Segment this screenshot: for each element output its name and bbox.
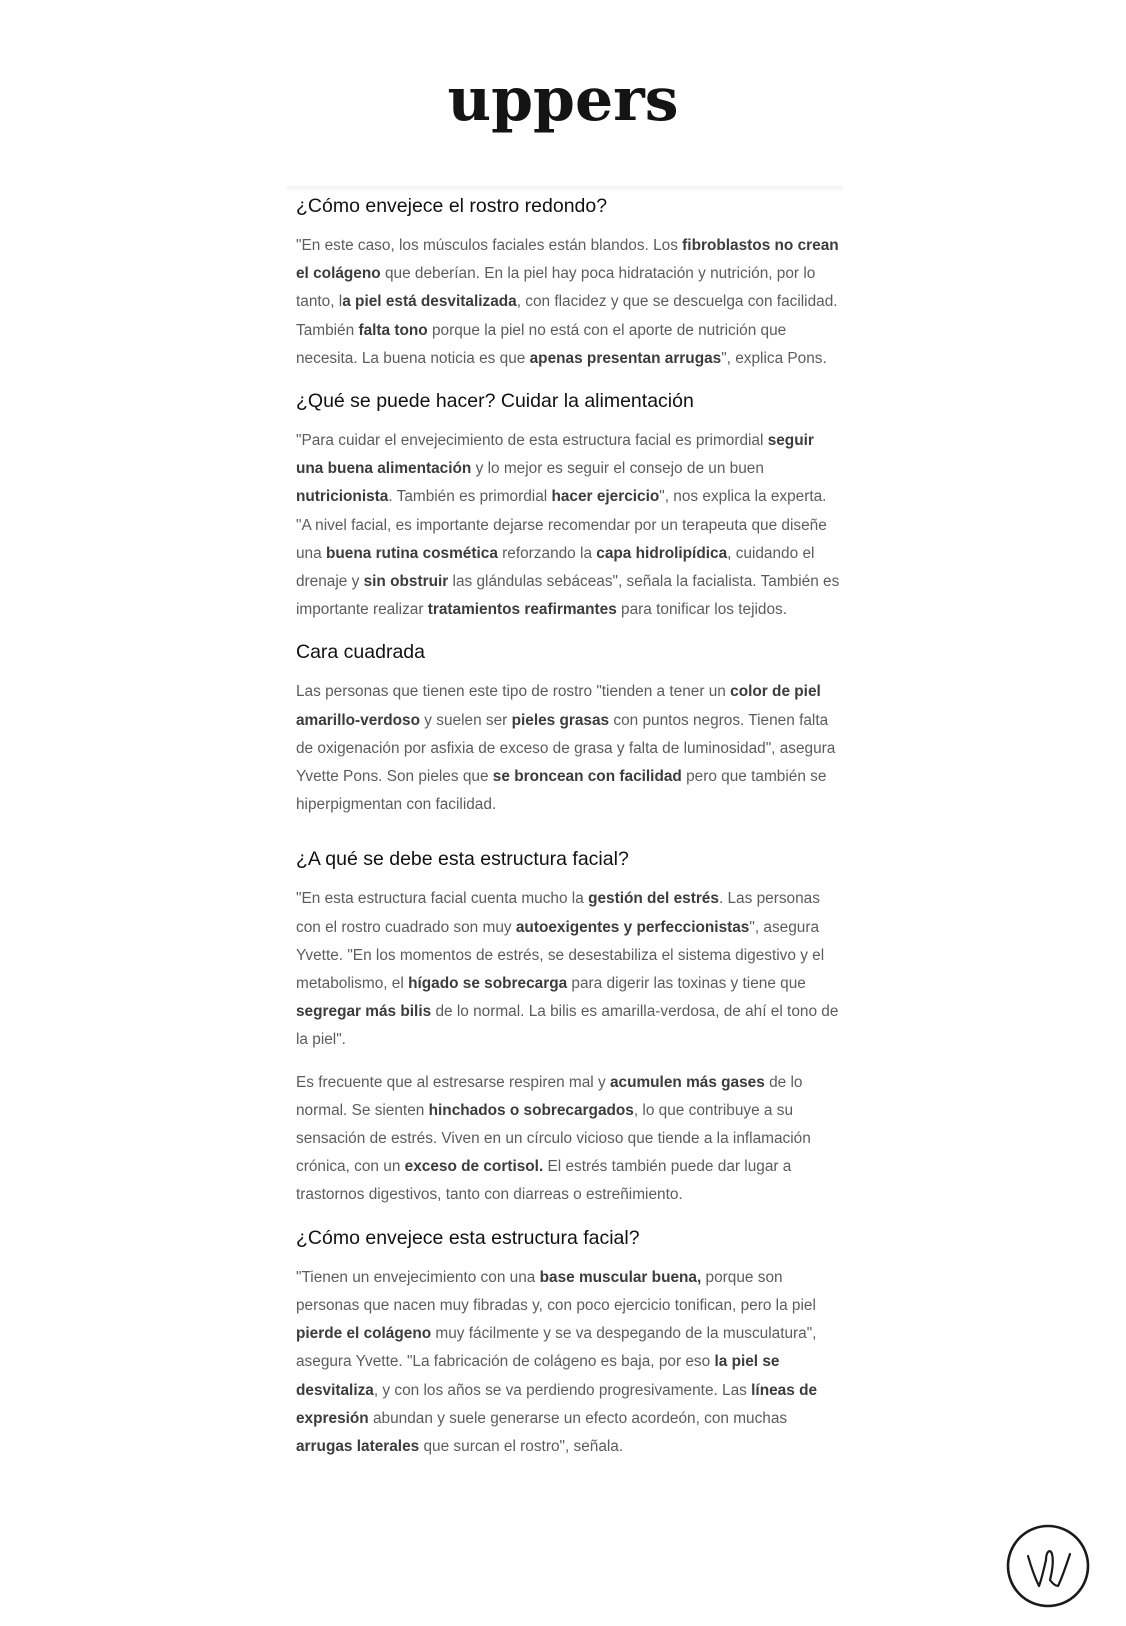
body-text: . Las personas con el rostro cuadrado son muy xyxy=(296,890,820,936)
emphasis-text: gestión del estrés xyxy=(588,890,719,908)
body-text: las glándulas sebáceas", señala la facialista. También es importante realizar xyxy=(296,573,840,619)
emphasis-text: segregar más bilis xyxy=(296,1003,432,1021)
emphasis-text: seguir una buena alimentación xyxy=(296,432,814,478)
section-heading: ¿Cómo envejece el rostro redondo? xyxy=(296,195,608,217)
emphasis-text: falta tono xyxy=(358,321,428,339)
body-text: ", explica Pons. xyxy=(721,349,827,367)
body-text: , cuidando el drenaje y xyxy=(296,544,815,591)
body-text: ", nos explica la experta. "A nivel facial, es importante dejarse recomendar por un terapeuta que diseñe una xyxy=(296,488,827,562)
body-text: porque la piel no está con el aporte de nutrición que necesita. La buena noticia es que xyxy=(296,321,787,367)
body-text: de lo normal. Se sienten xyxy=(296,1073,803,1119)
body-text: . También es primordial xyxy=(388,488,552,506)
article-body xyxy=(296,192,844,1475)
emphasis-text: color de piel amarillo-verdoso xyxy=(296,683,821,729)
body-text: y suelen ser xyxy=(420,711,512,729)
article-paragraph xyxy=(296,1069,844,1210)
emphasis-text: nutricionista xyxy=(296,488,389,506)
article-paragraph xyxy=(296,678,844,819)
emphasis-text: buena rutina cosmética xyxy=(325,544,498,562)
emphasis-text: tratamientos reafirmantes xyxy=(427,601,617,619)
emphasis-text: a piel está desvitalizada xyxy=(342,293,517,311)
emphasis-text: líneas de expresión xyxy=(296,1381,818,1427)
body-text: , lo que contribuye a su sensación de estrés. Viven en un círculo vicioso que tiende a la inflamación crónica, con un xyxy=(296,1101,811,1176)
emphasis-text: arrugas laterales xyxy=(296,1437,420,1455)
emphasis-text: exceso de cortisol. xyxy=(404,1158,544,1176)
body-text: que surcan el rostro", señala. xyxy=(419,1437,624,1455)
body-text: muy fácilmente y se va despegando de la musculatura", asegura Yvette. "La fabricación de colágeno es baja, por eso xyxy=(296,1325,817,1371)
body-text: "Para cuidar el envejecimiento de esta estructura facial es primordial xyxy=(296,432,768,450)
body-text: , y con los años se va perdiendo progresivamente. Las xyxy=(373,1381,752,1399)
body-text: ", asegura Yvette. "En los momentos de estrés, se desestabiliza el sistema digestivo y el metabolismo, el xyxy=(296,918,825,993)
body-text: que deberían. En la piel hay poca hidratación y nutrición, por lo tanto, l xyxy=(296,265,816,311)
body-text: reforzando la xyxy=(497,544,597,562)
body-text: "En esta estructura facial cuenta mucho la xyxy=(296,890,589,908)
article-paragraph xyxy=(296,232,844,373)
emphasis-text: hacer ejercicio xyxy=(551,488,660,506)
emphasis-text: pierde el colágeno xyxy=(296,1325,432,1343)
body-text: pero que también se hiperpigmentan con facilidad. xyxy=(296,768,827,814)
section-heading: ¿Qué se puede hacer? Cuidar la alimentación xyxy=(296,390,694,413)
emphasis-text: pieles grasas xyxy=(511,711,610,729)
article-paragraph xyxy=(296,1264,844,1461)
emphasis-text: sin obstruir xyxy=(363,573,449,591)
body-text: El estrés también puede dar lugar a trastornos digestivos, tanto con diarreas o estreñimiento. xyxy=(296,1158,792,1204)
body-text: "En este caso, los músculos faciales están blandos. Los xyxy=(296,237,683,254)
emphasis-text: base muscular buena, xyxy=(539,1268,702,1286)
masthead xyxy=(0,0,1126,180)
body-text: de lo normal. La bilis es amarilla-verdosa, de ahí el tono de la piel". xyxy=(296,1003,839,1049)
emphasis-text: hinchados o sobrecargados xyxy=(428,1101,634,1119)
body-text: para digerir las toxinas y tiene que xyxy=(567,975,806,993)
body-text: y lo mejor es seguir el consejo de un buen xyxy=(471,460,764,478)
emphasis-text: se broncean con facilidad xyxy=(492,768,682,786)
body-text: porque son personas que nacen muy fibradas y, con poco ejercicio tonifican, pero la piel xyxy=(296,1268,816,1314)
emphasis-text: hígado se sobrecarga xyxy=(408,975,568,993)
emphasis-text: la piel se desvitaliza xyxy=(296,1353,780,1399)
emphasis-text: autoexigentes y perfeccionistas xyxy=(515,918,750,936)
body-text: Es frecuente que al estresarse respiren mal y xyxy=(296,1073,610,1091)
body-text: abundan y suele generarse un efecto acordeón, con muchas xyxy=(368,1409,788,1427)
section-heading: Cara cuadrada xyxy=(296,641,425,664)
body-text: , con flacidez y que se descuelga con facilidad. También xyxy=(296,293,838,339)
article-paragraph xyxy=(296,427,844,624)
body-text: con puntos negros. Tienen falta de oxigenación por asfixia de exceso de grasa y falta de luminosidad", asegura Yvette Pons. Son pieles que xyxy=(296,711,836,786)
section-heading: ¿Cómo envejece esta estructura facial? xyxy=(296,1226,640,1249)
emphasis-text: capa hidrolipídica xyxy=(596,544,728,562)
emphasis-text: acumulen más gases xyxy=(609,1073,765,1091)
body-text: Las personas que tienen este tipo de rostro "tienden a tener un xyxy=(296,683,731,701)
emphasis-text: fibroblastos no crean el colágeno xyxy=(296,237,839,283)
body-text: para tonificar los tejidos. xyxy=(616,601,788,619)
site-logo[interactable]: uppers xyxy=(447,65,679,135)
body-text: "Tienen un envejecimiento con una xyxy=(296,1268,540,1286)
emphasis-text: apenas presentan arrugas xyxy=(529,349,722,367)
w-monogram-icon[interactable] xyxy=(1006,1524,1090,1608)
section-heading: ¿A qué se debe esta estructura facial? xyxy=(296,848,629,871)
article-paragraph xyxy=(296,885,844,1054)
